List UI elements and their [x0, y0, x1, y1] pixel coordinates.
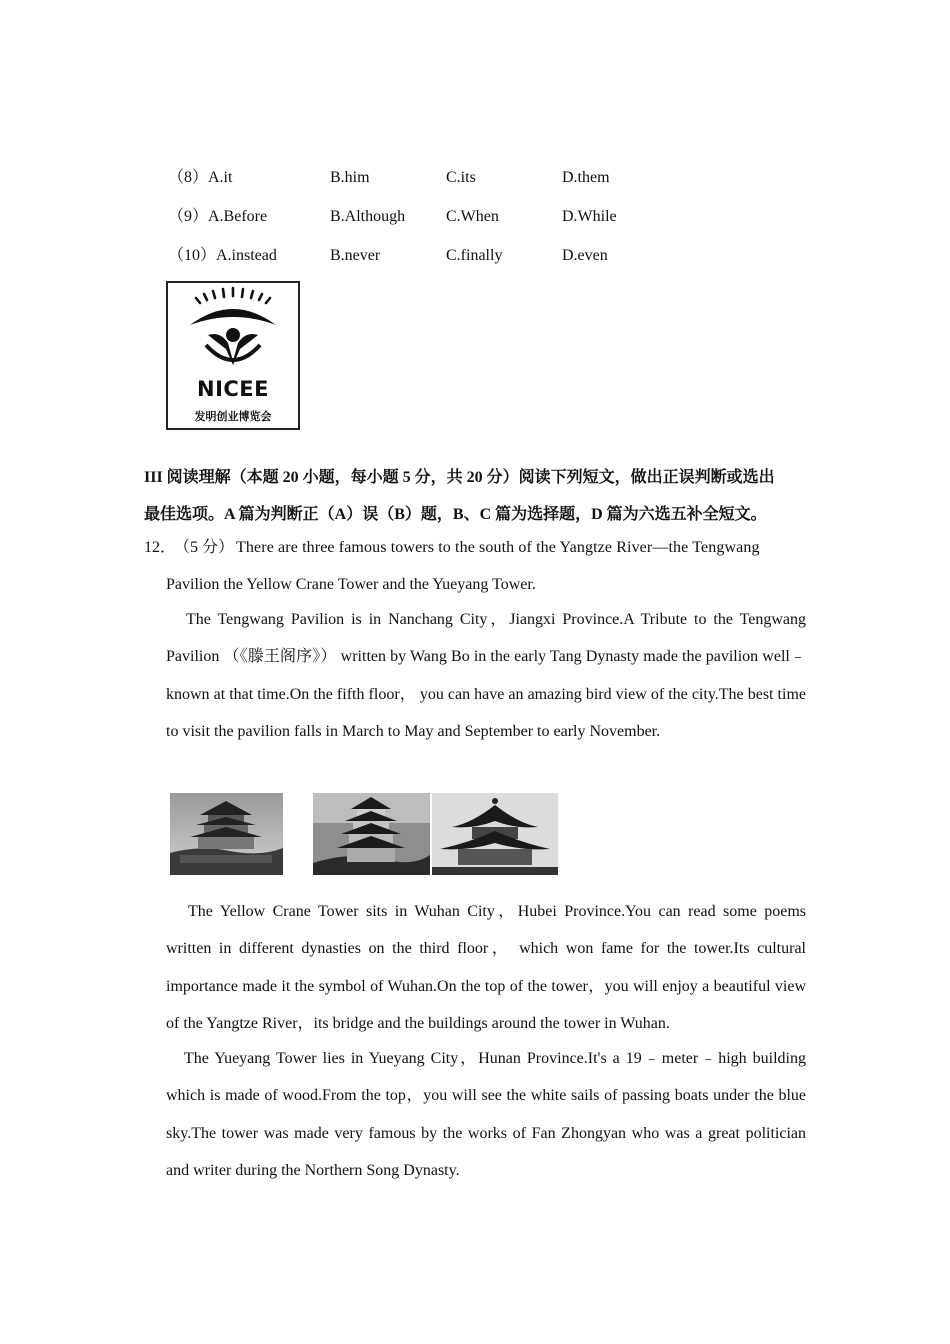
yellow-crane-tower-photo: [313, 793, 430, 875]
section-heading-line1: III 阅读理解（本题 20 小题，每小题 5 分，共 20 分）阅读下列短文，做出正误判断或选出: [144, 469, 775, 486]
question-number: 12．: [144, 539, 177, 556]
logo-emblem-icon: [168, 283, 298, 375]
question-points: （5 分）: [182, 539, 235, 556]
options-row-9: [0, 205, 950, 229]
tengwang-pavilion-photo: [170, 793, 283, 875]
paragraph-tengwang: The Tengwang Pavilion is in Nanchang City，Jiangxi Province.A Tribute to the Tengwang Pavilion （《滕王阁序》） written by Wang Bo in the early Tang Dynasty made the pavilion well﹣known at that time.On the fifth floor， you can have an amazing bird view of the city.The best time to visit the pavilion falls in March to May and September to early November.: [166, 611, 806, 740]
options-row-8: [0, 166, 950, 190]
option-d: D.While: [562, 208, 617, 225]
paragraph-yueyang: The Yueyang Tower lies in Yueyang City，Hunan Province.It's a 19﹣meter﹣high building which is made of wood.From the top，you will see the white sails of passing boats under the blue sky.The tower was made very famous by the works of Fan Zhongyan who was a great politician and writer during the Northern Song Dynasty.: [166, 1050, 806, 1179]
option-b: B.Although: [330, 208, 406, 225]
question-intro-first: There are three famous towers to the south of the Yangtze River—the Tengwang: [236, 539, 760, 556]
options-row-10: [0, 244, 950, 268]
question-intro-rest: Pavilion the Yellow Crane Tower and the Yueyang Tower.: [166, 576, 536, 593]
option-a: （10）A.instead: [168, 247, 277, 264]
option-d: D.them: [562, 169, 610, 186]
option-d: D.even: [562, 247, 608, 264]
question-header: [144, 536, 760, 560]
option-a: （8）A.it: [168, 169, 233, 186]
option-c: C.finally: [446, 247, 503, 264]
option-c: C.When: [446, 208, 499, 225]
nicee-logo: [166, 281, 300, 430]
section-heading-line2: 最佳选项。A 篇为判断正（A）误（B）题，B、C 篇为选择题，D 篇为六选五补全短文。: [144, 506, 767, 523]
option-c: C.its: [446, 169, 476, 186]
option-b: B.never: [330, 247, 381, 264]
yueyang-tower-photo: [432, 793, 558, 875]
logo-subtitle: 发明创业博览会: [194, 410, 272, 423]
logo-brand-text: NICEE: [197, 377, 269, 401]
option-b: B.him: [330, 169, 370, 186]
option-a: （9）A.Before: [168, 208, 268, 225]
paragraph-yellow-crane: The Yellow Crane Tower sits in Wuhan City，Hubei Province.You can read some poems written in different dynasties on the third floor， which won fame for the tower.Its cultural importance made it the symbol of Wuhan.On the top of the tower，you will enjoy a beautiful view of the Yangtze River，its bridge and the buildings around the tower in Wuhan.: [166, 903, 806, 1032]
